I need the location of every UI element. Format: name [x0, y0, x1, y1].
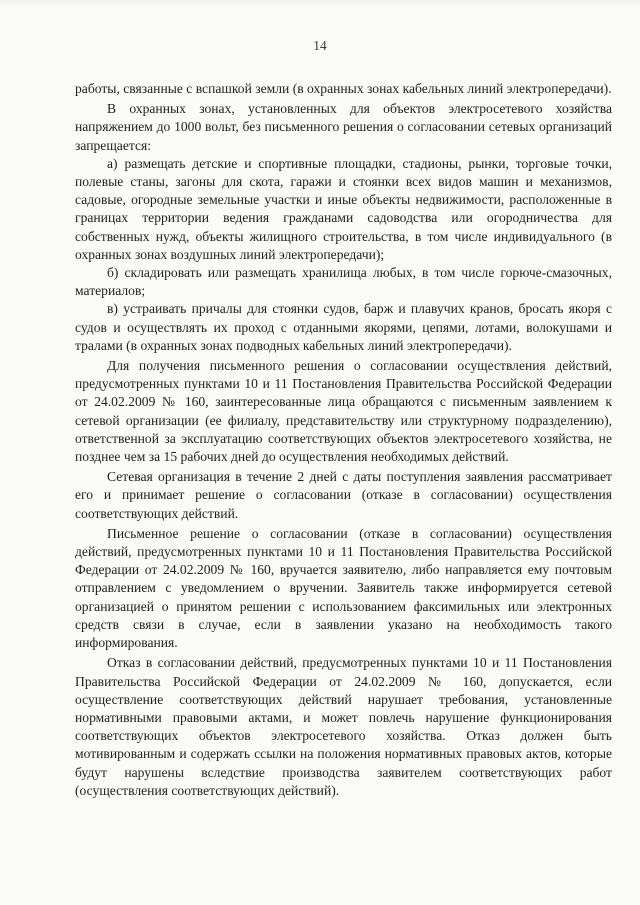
- paragraph-written-decision: Письменное решение о согласовании (отказе в согласовании) осуществления действий, предусмотренных пунктами 10 и 11 Постановления Правительства Российской Федерации от 24.02.2009 № 160, вручается заявителю, либо направляется ему почтовым отправлением с уведомлением о вручении. Заявитель также информируется сетевой организацией о принятом решении с использованием факсимильных или электронных средств связи в случае, если в заявлении указано на необходимость такого информирования.: [75, 525, 612, 651]
- paragraph-prohibitions-intro: В охранных зонах, установленных для объектов электросетевого хозяйства напряжением до 1000 вольт, без письменного решения о согласовании сетевых организаций запрещается:: [75, 101, 612, 153]
- paragraph-item-a: а) размещать детские и спортивные площадки, стадионы, рынки, торговые точки, полевые станы, загоны для скота, гаражи и стоянки всех видов машин и механизмов, садовые, огородные земельные участки и иные объекты недвижимости, расположенные в границах территории ведения гражданами садоводства или огородничества для собственных нужд, объекты жилищного строительства, в том числе индивидуального (в охранных зонах воздушных линий электропередачи);: [75, 155, 612, 262]
- document-body: [75, 80, 612, 800]
- paragraph-continuation: работы, связанные с вспашкой земли (в охранных зонах кабельных линий электропередачи).: [75, 81, 612, 96]
- page-number: 14: [313, 38, 327, 53]
- paragraph-application: Для получения письменного решения о согласовании осуществления действий, предусмотренных пунктами 10 и 11 Постановления Правительства Российской Федерации от 24.02.2009 № 160, заинтересованные лица обращаются с письменным заявлением к сетевой организации (ее филиалу, представительству или структурному подразделению), ответственной за эксплуатацию соответствующих объектов электросетевого хозяйства, не позднее чем за 15 рабочих дней до осуществления необходимых действий.: [75, 358, 612, 465]
- scan-edge: [0, 0, 640, 8]
- paragraph-refusal: Отказ в согласовании действий, предусмотренных пунктами 10 и 11 Постановления Правительства Российской Федерации от 24.02.2009 № 160, допускается, если осуществление соответствующих действий нарушает требования, установленные нормативными правовыми актами, и может повлечь нарушение функционирования соответствующих объектов электросетевого хозяйства. Отказ должен быть мотивированным и содержать ссылки на положения нормативных правовых актов, которые будут нарушены вследствие производства заявителем соответствующих работ (осуществления соответствующих действий).: [75, 655, 612, 798]
- paragraph-item-c: в) устраивать причалы для стоянки судов, барж и плавучих кранов, бросать якоря с судов и осуществлять их проход с отданными якорями, цепями, лотами, волокушами и тралами (в охранных зонах подводных кабельных линий электропередачи).: [75, 301, 612, 353]
- paragraph-item-b: б) складировать или размещать хранилища любых, в том числе горюче-смазочных, материалов;: [75, 265, 612, 299]
- paragraph-review-period: Сетевая организация в течение 2 дней с даты поступления заявления рассматривает его и принимает решение о согласовании (отказе в согласовании) осуществления соответствующих действий.: [75, 469, 612, 521]
